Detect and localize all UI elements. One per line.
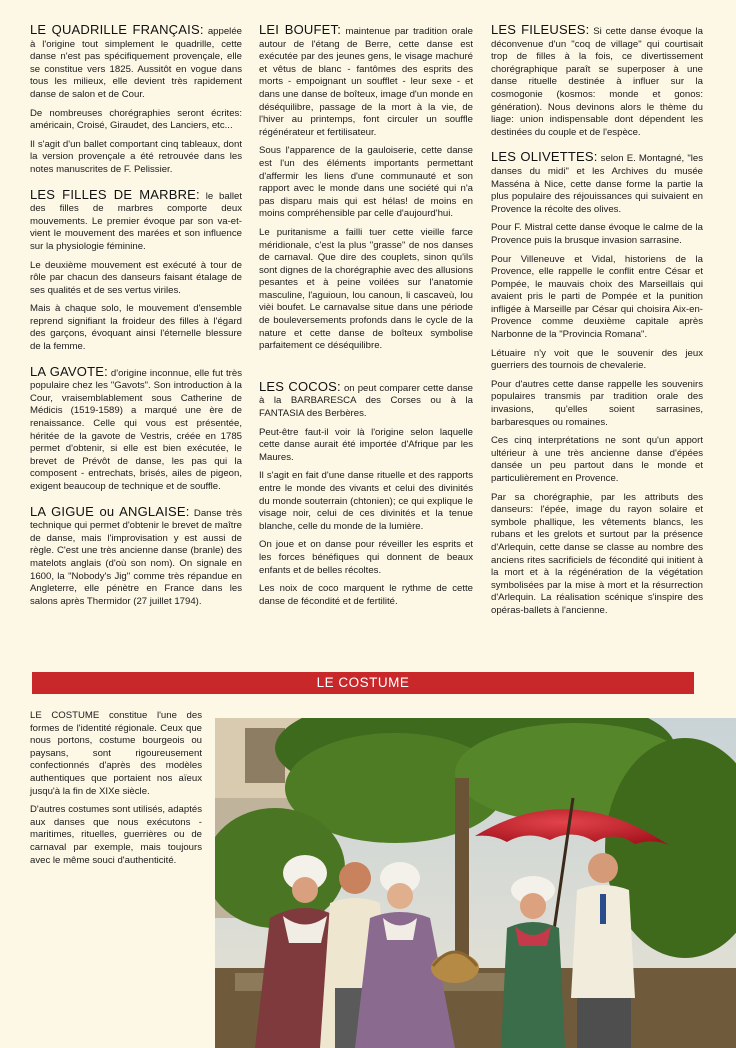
heading-quadrille: LE QUADRILLE FRANÇAIS: [30,22,204,37]
cocos-p4: On joue et on danse pour réveiller les esprits et les forces bénéfiques qui donnent de beaux enfants et de belles récoltes. [259,539,473,576]
fileuses-p1: Si cette danse évoque la déconvenue d'un "coq de village" qui courtisait trop de filles à la fois, ce divertissement chorégraphique paraît se superposer à une danse rituelle destinée à influer sur la cosmogonie (kosmos: monde et gonos: génération). Nous devinons alors le thème du liage: union indispensable dont dépendent les destinées du couple et de l'espèce. [491,26,704,138]
quadrille-p1: appelée à l'origine tout simplement le quadrille, cette danse n'est pas spécifiquement provençale, elle se constitue vers 1825. Aussitôt en vogue dans tous les milieux, elle devient très rapidement danse de salon et de Cour. [30,26,242,100]
section-quadrille [30,24,242,177]
costume-photo [215,718,736,1048]
section-olivettes [491,151,703,617]
olivettes-p6: Ces cinq interprétations ne sont qu'un apport ultérieur à une très ancienne danse d'épées dansée un peu partout dans le monde et particulièrement en Provence. [491,435,703,484]
gavote-p1: d'origine inconnue, elle fut très populaire chez les "Gavots". Son introduction à la Cour, vraisemblablement sous Catherine de Médicis (1519-1589) a marqué une ère de renaissance. Celle qui vous est présentée, héritée de la gavote de Vestris, créée en 1785 permet d'obtenir, si elle est bien exécutée, le brevet de Prévôt de danse, les pas qui la composent - entrechats, brisés, ailes de pigeon, exigent beaucoup de technique et de souffle. [30,367,242,492]
costume-banner: LE COSTUME [32,672,694,694]
quadrille-p2: De nombreuses chorégraphies seront écrites: américain, Croisé, Giraudet, des Lanciers, etc... [30,107,242,132]
heading-gigue: LA GIGUE ou ANGLAISE: [30,503,190,519]
column-2 [259,24,473,620]
column-3 [491,24,703,630]
section-cocos [259,378,474,609]
boufet-p1: maintenue par tradition orale autour de l'étang de Berre, cette danse est exécutée par des jeunes gens, le visage machuré et vêtus de blanc - fantômes des esprits des morts - empoignant un soufflet - leur sexe - et dans une danse de boîteux, image d'un monde en déséquilibre, passage de la mort à la vie, de l'hiver au printemps, font circuler un souffle régénérateur et fertilisateur. [259,26,473,138]
heading-cocos: LES COCOS: [259,378,341,394]
section-gigue [30,503,242,609]
section-fileuses [491,24,703,139]
heading-filles: LES FILLES DE MARBRE: [30,186,200,202]
costume-p2: D'autres costumes sont utilisés, adaptés aux danses que nous exécutons - maritimes, rituelles, guerrières ou de carnaval par exemple, mais toujours avec le même souci d'authenticité. [30,804,202,866]
olivettes-p3: Pour Villeneuve et Vidal, historiens de la Provence, elle rappelle le conflit entre César et Pompée, le mauvais choix des Marseillais qui avaient pris le parti de Pompée et la punition infligée à Marseille par César qui choisira Aix-en-Provence comme deuxième capitale après Narbonne de la "Provincia Romana". [491,253,703,341]
cocos-p5: Les noix de coco marquent le rythme de cette danse de fécondité et de fertilité. [259,583,473,607]
column-1 [30,24,242,620]
costume-p1: constitue l'une des formes de l'identité régionale. Ceux que nous portons, costume bourgeois ou paysans, sont rigoureusement confectionnés d'après des modèles authentiques que portaient nos aïeux jusqu'à la fin de XIXe siècle. [30,710,203,797]
gigue-p1: Danse très technique qui permet d'obtenir le brevet de maître de danse, mais l'improvisation y est aussi de règle. C'est une très ancienne danse (branle) des matelots anglais (d'où son nom). On signale en 1600, la "Nobody's Jig" comme très répandue en Angleterre, elle pénètre en France dans les salons après Thermidor (27 juillet 1794). [30,507,242,607]
olivettes-p5: Pour d'autres cette danse rappelle les souvenirs populaires transmis par tradition orale des invasions, qu'elles soient sarrasines, barbaresques ou romaines. [491,378,703,428]
costume-photo-illustration [215,718,736,1048]
heading-olivettes: LES OLIVETTES: [491,149,598,165]
cocos-p3: Il s'agit en fait d'une danse rituelle et des rapports entre le monde des vivants et celui des divinités du monde souterrain (chtonien); ce qui explique le visage noir, celui de ces divinités et la tenue blanche, celle du monde de la lumière. [259,470,473,532]
section-gavote [30,363,242,494]
heading-gavote: LA GAVOTE: [30,363,108,379]
cocos-p1: on peut comparer cette danse à la BARBARESCA des Corses ou à la FANTASIA des Berbères. [259,382,474,420]
olivettes-p2: Pour F. Mistral cette danse évoque le calme de la Provence puis la brusque invasion sarrasine. [491,222,703,246]
filles-p1: le ballet des filles de marbres comporte deux mouvements. Le premier évoque par son va-et-vient le mouvement des marées et son influence sur la physiologie féminine. [30,190,242,252]
olivettes-p1: selon E. Montagné, "les danses du midi" et les Archives du musée Masséna à Nice, cette danse forme la partie la plus populaire des réjouissances qui suivaient en Provence la récolte des olives. [491,153,703,215]
boufet-p3: Le puritanisme a failli tuer cette vieille farce méridionale, c'est la plus "grasse" de nos danses de carnaval. Que dire des couplets, sinon qu'ils sont dignes de la chorégraphie avec des allusions pesantes et à peine voilées sur l'anatomie masculine, l'aguioun, lou canoun, li cascaveù, lou vièi boufet. Le carnavalse situe dans une période de bouleversements profonds dans le cycle de la nature et cette danse de boîteux symbolise parfaitement ce déséquilibre. [259,226,473,352]
filles-p3: Mais à chaque solo, le mouvement d'ensemble reprend signifiant la froideur des filles à l'égard des garçons, évoquant ainsi l'éternelle blessure de la femme. [30,303,242,353]
filles-p2: Le deuxième mouvement est exécuté à tour de rôle par chacun des danseurs faisant étalage de ses qualités et de ses vertus viriles. [30,259,242,296]
costume-lead: LE COSTUME [30,710,100,721]
quadrille-p3: Il s'agit d'un ballet comportant cinq tableaux, dont la version provençale a été retrouvée dans les notes manuscrites de F. Pelissier. [30,138,242,175]
olivettes-p7: Par sa chorégraphie, par les attributs des danseurs: l'épée, image du rayon solaire et symbole phallique, les vêtements blancs, les rubans et les grelots et surtout par la présence d'Arlequin, cette danse se classe au nombre des anciens rites sacrificiels de fécondité qui initient à la mort et à la régénération de la végétation symbolisées par la mise à mort et la résurrection d'Arlequin. La réalisation scénique s'inspire des opéras-ballets à l'ancienne. [491,491,703,616]
cocos-p2: Peut-être faut-il voir là l'origine selon laquelle cette danse aurait été importée d'Afrique par les Maures. [259,426,473,463]
olivettes-p4: Létuaire n'y voit que le souvenir des jeux guerriers des tournois de chevalerie. [491,347,703,372]
heading-fileuses: LES FILEUSES: [491,22,590,37]
boufet-p2: Sous l'apparence de la gauloiserie, cette danse est l'un des éléments importants permettant d'affermir les liens d'une communauté et son rapport avec le monde dans une société qui n'a pas disparu mais qui est hélas! de moins en moins compréhensible par celle d'aujourd'hui. [259,145,473,220]
costume-section [30,710,202,873]
section-filles [30,186,242,354]
section-boufet [259,24,473,353]
heading-boufet: LEI BOUFET: [259,22,342,37]
